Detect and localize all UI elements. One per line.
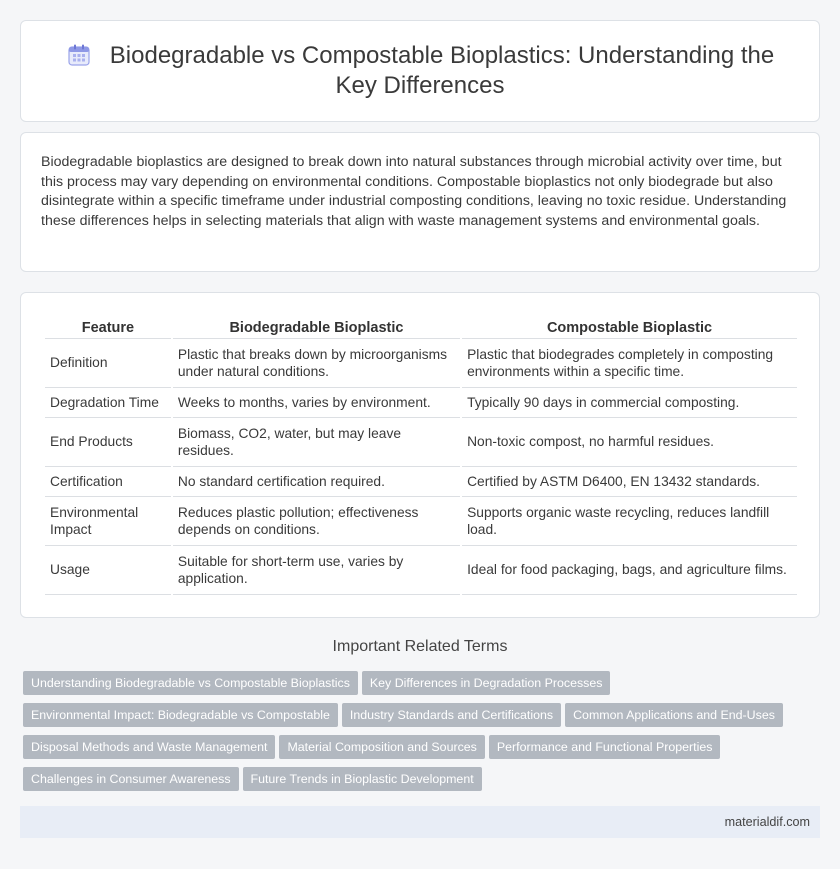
- table-row: [45, 339, 797, 388]
- column-header: Biodegradable Bioplastic: [173, 313, 460, 339]
- table-cell: Supports organic waste recycling, reduces landfill load.: [462, 497, 797, 546]
- table-cell-feature: Environmental Impact: [45, 497, 171, 546]
- related-term-tag[interactable]: Disposal Methods and Waste Management: [23, 735, 275, 759]
- related-terms-heading: Important Related Terms: [332, 638, 508, 655]
- table-row: [45, 388, 797, 418]
- table-header-row: [45, 313, 797, 339]
- table-cell-feature: Definition: [45, 339, 171, 388]
- calendar-icon: [66, 42, 92, 68]
- related-term-tag[interactable]: Performance and Functional Properties: [489, 735, 721, 759]
- footer-site-link[interactable]: materialdif.com: [724, 815, 810, 829]
- table-cell: Certified by ASTM D6400, EN 13432 standards.: [462, 467, 797, 497]
- table-cell: Plastic that biodegrades completely in composting environments within a specific time.: [462, 339, 797, 388]
- table-cell: Reduces plastic pollution; effectiveness depends on conditions.: [173, 497, 460, 546]
- related-term-tag[interactable]: Understanding Biodegradable vs Compostable Bioplastics: [23, 671, 358, 695]
- table-cell: Biomass, CO2, water, but may leave residues.: [173, 418, 460, 467]
- table-row: [45, 467, 797, 497]
- header-card: [20, 20, 820, 122]
- table-cell: Non-toxic compost, no harmful residues.: [462, 418, 797, 467]
- column-header: Feature: [45, 313, 171, 339]
- related-term-tag[interactable]: Common Applications and End-Uses: [565, 703, 783, 727]
- page-title-text: Biodegradable vs Compostable Bioplastics: Understanding the Key Differences: [109, 42, 775, 99]
- comparison-card: [20, 292, 820, 618]
- table-row: [45, 546, 797, 595]
- intro-card: [20, 132, 820, 272]
- table-cell-feature: Usage: [45, 546, 171, 595]
- table-cell-feature: Certification: [45, 467, 171, 497]
- related-term-tag[interactable]: Environmental Impact: Biodegradable vs Compostable: [23, 703, 338, 727]
- related-term-tag[interactable]: Future Trends in Bioplastic Development: [243, 767, 482, 791]
- related-terms-list: [23, 671, 813, 799]
- footer: [20, 806, 820, 838]
- comparison-table: [43, 313, 799, 595]
- table-cell: Typically 90 days in commercial composting.: [462, 388, 797, 418]
- intro-paragraph: Biodegradable bioplastics are designed to break down into natural substances through microbial activity over time, but this process may vary depending on environmental conditions. Compostable bioplastics not only biodegrade but also disintegrate within a specific timeframe under industrial composting conditions, leaving no toxic residue. Understanding these differences helps in selecting materials that align with waste management systems and environmental goals.: [41, 154, 787, 229]
- table-cell: Ideal for food packaging, bags, and agriculture films.: [462, 546, 797, 595]
- table-cell: Weeks to months, varies by environment.: [173, 388, 460, 418]
- column-header: Compostable Bioplastic: [462, 313, 797, 339]
- table-row: [45, 497, 797, 546]
- table-cell: No standard certification required.: [173, 467, 460, 497]
- table-row: [45, 418, 797, 467]
- related-term-tag[interactable]: Industry Standards and Certifications: [342, 703, 561, 727]
- table-cell: Plastic that breaks down by microorganisms under natural conditions.: [173, 339, 460, 388]
- table-cell-feature: Degradation Time: [45, 388, 171, 418]
- related-term-tag[interactable]: Material Composition and Sources: [279, 735, 484, 759]
- related-term-tag[interactable]: Challenges in Consumer Awareness: [23, 767, 239, 791]
- table-cell: Suitable for short-term use, varies by application.: [173, 546, 460, 595]
- related-term-tag[interactable]: Key Differences in Degradation Processes: [362, 671, 611, 695]
- table-cell-feature: End Products: [45, 418, 171, 467]
- page-title: [61, 41, 779, 101]
